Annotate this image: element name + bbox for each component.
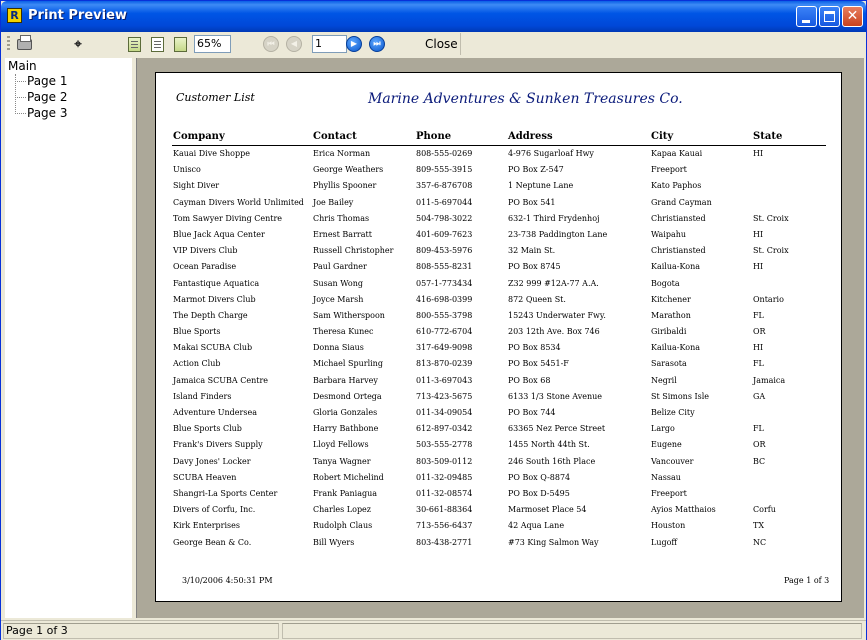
cell-phone: 011-32-09485 [416,472,473,482]
cell-address: 6133 1/3 Stone Avenue [508,391,603,401]
cell-company: Divers of Corfu, Inc. [173,505,256,515]
cell-contact: Paul Gardner [313,262,367,272]
cell-company: Shangri-La Sports Center [173,488,278,498]
table-row [156,309,843,325]
cell-city: Freeport [651,488,687,498]
cell-address: Marmoset Place 54 [508,505,587,515]
close-icon: ✕ [846,8,859,24]
cell-phone: 011-34-09054 [416,408,473,417]
cell-phone: 808-555-0269 [416,149,473,158]
cell-company: Kauai Dive Shoppe [173,149,250,158]
cell-contact: Chris Thomas [313,213,370,223]
tree-root-main[interactable]: Main [8,59,37,73]
cell-contact: Frank Paniagua [313,488,378,498]
table-row [156,147,843,163]
cell-company: VIP Divers Club [173,246,238,256]
cell-contact: Desmond Ortega [313,391,382,401]
cell-contact: Theresa Kunec [313,327,374,337]
cell-address: 15243 Underwater Fwy. [508,310,606,320]
cell-contact: Russell Christopher [313,246,394,256]
cell-phone: 317-649-9098 [416,343,473,353]
column-header-city: City [651,131,674,142]
cell-city: Grand Cayman [651,197,712,207]
cell-company: The Depth Charge [173,310,248,320]
cell-address: PO Box 8534 [508,343,561,353]
header-rule [172,145,826,146]
page-setup-button[interactable] [171,35,189,53]
cell-state: HI [753,262,764,272]
cell-phone: 057-1-773434 [416,278,473,288]
cell-state: TX [753,521,765,531]
cell-phone: 808-555-8231 [416,262,473,272]
tree-item-page-1[interactable]: Page 1 [27,74,68,88]
cell-address: PO Box Q-8874 [508,472,571,482]
cell-address: PO Box 541 [508,197,556,207]
cell-city: Negril [651,375,677,385]
cell-state: OR [753,440,766,450]
cell-contact: Sam Witherspoon [313,310,385,320]
page-number-input[interactable]: 1 [312,35,347,53]
first-page-icon: ⏮ [267,39,275,48]
toolbar-grip[interactable] [7,36,10,52]
cell-company: Unisco [173,165,201,175]
cell-state: HI [753,343,764,353]
cell-phone: 011-5-697044 [416,197,473,207]
cell-address: #73 King Salmon Way [508,537,599,547]
column-header-phone: Phone [416,131,452,142]
cell-address: 246 South 16th Place [508,456,596,466]
cell-city: Kato Paphos [651,181,702,191]
table-row [156,422,843,438]
tree-connector [15,74,16,114]
cell-state: HI [753,229,764,239]
cell-company: Blue Sports Club [173,424,242,434]
cell-contact: Harry Bathbone [313,424,379,434]
app-icon[interactable]: R [7,8,22,23]
status-pane [282,623,862,639]
cell-phone: 30-661-88364 [416,505,473,515]
window-title: Print Preview [28,8,127,23]
cell-city: Marathon [651,310,691,320]
single-page-button[interactable] [125,35,143,53]
find-button[interactable] [69,35,87,53]
cell-company: Ocean Paradise [173,262,237,272]
multi-page-button[interactable] [148,35,166,53]
cell-company: Davy Jones' Locker [173,456,251,466]
report-rows [156,147,843,552]
cell-phone: 401-609-7623 [416,229,473,239]
cell-address: 32 Main St. [508,246,556,256]
cell-state: Corfu [753,505,776,515]
status-bar [1,620,866,640]
cell-state: Jamaica [753,375,786,385]
print-button[interactable] [15,35,33,53]
tree-item-page-2[interactable]: Page 2 [27,90,68,104]
cell-state: St. Croix [753,246,789,256]
cell-city: Freeport [651,165,687,175]
cell-city: Christiansted [651,213,706,223]
cell-phone: 416-698-0399 [416,294,473,304]
table-row [156,228,843,244]
cell-phone: 713-556-6437 [416,521,473,531]
cell-address: 203 12th Ave. Box 746 [508,327,600,337]
tree-connector [15,81,26,82]
table-row [156,357,843,373]
table-row [156,163,843,179]
cell-address: 4-976 Sugarloaf Hwy [508,149,594,158]
cell-address: 632-1 Third Frydenhoj [508,213,600,223]
table-row [156,260,843,276]
cell-city: Houston [651,521,686,531]
report-footer-date: 3/10/2006 4:50:31 PM [182,576,273,585]
tree-item-page-3[interactable]: Page 3 [27,106,68,120]
cell-contact: Michael Spurling [313,359,383,369]
page-tree [5,58,132,618]
last-page-icon: ⏭ [373,39,381,48]
cell-address: PO Box Z-547 [508,165,564,175]
close-button[interactable]: Close [425,37,458,51]
report-footer-page: Page 1 of 3 [784,576,830,585]
binoculars-icon: ⌖ [74,36,82,52]
single-page-icon [128,37,141,52]
cell-address: 1 Neptune Lane [508,181,574,191]
minimize-icon [802,20,810,23]
cell-phone: 504-798-3022 [416,213,473,223]
cell-contact: Tanya Wagner [313,456,371,466]
cell-contact: Bill Wyers [313,537,355,547]
last-page-button[interactable] [369,36,385,52]
cell-contact: Erica Norman [313,149,371,158]
cell-phone: 713-423-5675 [416,391,473,401]
cell-company: Island Finders [173,391,232,401]
cell-company: George Bean & Co. [173,537,252,547]
first-page-button[interactable] [263,36,279,52]
cell-phone: 503-555-2778 [416,440,473,450]
cell-address: PO Box 744 [508,408,556,417]
minimize-button[interactable] [796,6,817,27]
toolbar [5,33,461,55]
cell-contact: Ernest Barratt [313,229,372,239]
table-row [156,374,843,390]
column-header-address: Address [508,131,553,142]
cell-state: FL [753,310,764,320]
cell-company: Fantastique Aquatica [173,278,260,288]
table-row [156,196,843,212]
cell-city: Vancouver [651,456,694,466]
cell-phone: 813-870-0239 [416,359,473,369]
cell-state: HI [753,149,764,158]
column-header-company: Company [173,131,225,142]
previous-page-button[interactable] [286,36,302,52]
cell-company: Blue Sports [173,327,221,337]
close-window-button[interactable] [842,6,863,27]
cell-company: Frank's Divers Supply [173,440,263,450]
cell-state: FL [753,359,764,369]
cell-address: PO Box 5451-F [508,359,569,369]
cell-phone: 612-897-0342 [416,424,473,434]
cell-address: PO Box D-5495 [508,488,570,498]
title-bar[interactable] [1,1,866,32]
table-row [156,471,843,487]
cell-city: Kapaa Kauai [651,149,703,158]
table-row [156,325,843,341]
cell-company: Makai SCUBA Club [173,343,253,353]
cell-company: Sight Diver [173,181,220,191]
maximize-icon [824,11,835,22]
cell-address: 1455 North 44th St. [508,440,590,450]
table-row [156,293,843,309]
table-row [156,536,843,552]
cell-address: PO Box 8745 [508,262,561,272]
cell-city: Belize City [651,408,695,417]
cell-contact: Susan Wong [313,278,363,288]
cell-city: Christiansted [651,246,706,256]
cell-city: Nassau [651,472,681,482]
cell-phone: 011-32-08574 [416,488,473,498]
cell-phone: 803-438-2771 [416,537,473,547]
cell-phone: 809-453-5976 [416,246,473,256]
table-row [156,455,843,471]
table-row [156,341,843,357]
page-setup-icon [174,37,187,52]
preview-area[interactable] [136,58,864,618]
cell-company: Jamaica SCUBA Centre [173,375,269,385]
zoom-input[interactable]: 65% [194,35,231,53]
multi-page-icon [151,37,164,52]
table-row [156,519,843,535]
previous-page-icon: ◀ [290,39,298,48]
cell-city: Kitchener [651,294,691,304]
cell-contact: Robert Michelind [313,472,384,482]
cell-contact: Joyce Marsh [313,294,364,304]
cell-address: 23-738 Paddington Lane [508,229,608,239]
tree-connector [15,113,26,114]
next-page-button[interactable] [346,36,362,52]
cell-address: PO Box 68 [508,375,551,385]
cell-contact: Donna Siaus [313,343,364,353]
cell-address: Z32 999 #12A-77 A.A. [508,278,599,288]
table-row [156,244,843,260]
cell-company: Cayman Divers World Unlimited [173,197,304,207]
cell-contact: Rudolph Claus [313,521,373,531]
cell-contact: Lloyd Fellows [313,440,369,450]
table-row [156,390,843,406]
cell-company: Kirk Enterprises [173,521,240,531]
cell-company: Blue Jack Aqua Center [173,229,265,239]
cell-state: GA [753,391,766,401]
table-row [156,487,843,503]
cell-city: St Simons Isle [651,391,710,401]
column-header-state: State [753,131,783,142]
maximize-button[interactable] [819,6,840,27]
cell-contact: Phyllis Spooner [313,181,377,191]
cell-city: Bogota [651,278,680,288]
status-page-text: Page 1 of 3 [3,623,279,639]
cell-state: NC [753,537,767,547]
cell-city: Waipahu [651,229,687,239]
cell-state: Ontario [753,294,784,304]
cell-company: SCUBA Heaven [173,472,237,482]
table-row [156,503,843,519]
table-row [156,438,843,454]
cell-phone: 011-3-697043 [416,375,473,385]
cell-state: OR [753,327,766,337]
cell-state: St. Croix [753,213,789,223]
cell-phone: 357-6-876708 [416,181,473,191]
cell-state: FL [753,424,764,434]
cell-address: 42 Aqua Lane [508,521,565,531]
cell-company: Marmot Divers Club [173,294,256,304]
cell-city: Kailua-Kona [651,262,700,272]
cell-city: Sarasota [651,359,687,369]
cell-contact: Charles Lopez [313,505,372,515]
cell-phone: 803-509-0112 [416,456,473,466]
next-page-icon: ▶ [350,39,358,48]
tree-connector [15,97,26,98]
report-title: Marine Adventures & Sunken Treasures Co. [368,91,683,107]
cell-contact: Joe Bailey [313,197,354,207]
report-subtitle: Customer List [176,91,255,104]
cell-city: Lugoff [651,537,678,547]
cell-address: 63365 Nez Perce Street [508,424,606,434]
cell-address: 872 Queen St. [508,294,566,304]
column-header-contact: Contact [313,131,357,142]
table-row [156,212,843,228]
table-row [156,277,843,293]
cell-company: Action Club [173,359,221,369]
cell-contact: Barbara Harvey [313,375,378,385]
table-row [156,179,843,195]
cell-phone: 610-772-6704 [416,327,473,337]
cell-city: Eugene [651,440,682,450]
cell-city: Kailua-Kona [651,343,700,353]
report-page [155,72,842,602]
printer-icon [17,39,32,50]
cell-phone: 800-555-3798 [416,310,473,320]
cell-city: Ayios Matthaios [651,505,716,515]
table-row [156,406,843,422]
cell-company: Tom Sawyer Diving Centre [173,213,283,223]
cell-city: Largo [651,424,675,434]
cell-phone: 809-555-3915 [416,165,473,175]
cell-contact: Gloria Gonzales [313,408,378,417]
cell-city: Giribaldi [651,327,687,337]
cell-state: BC [753,456,766,466]
cell-company: Adventure Undersea [173,408,257,417]
cell-contact: George Weathers [313,165,384,175]
